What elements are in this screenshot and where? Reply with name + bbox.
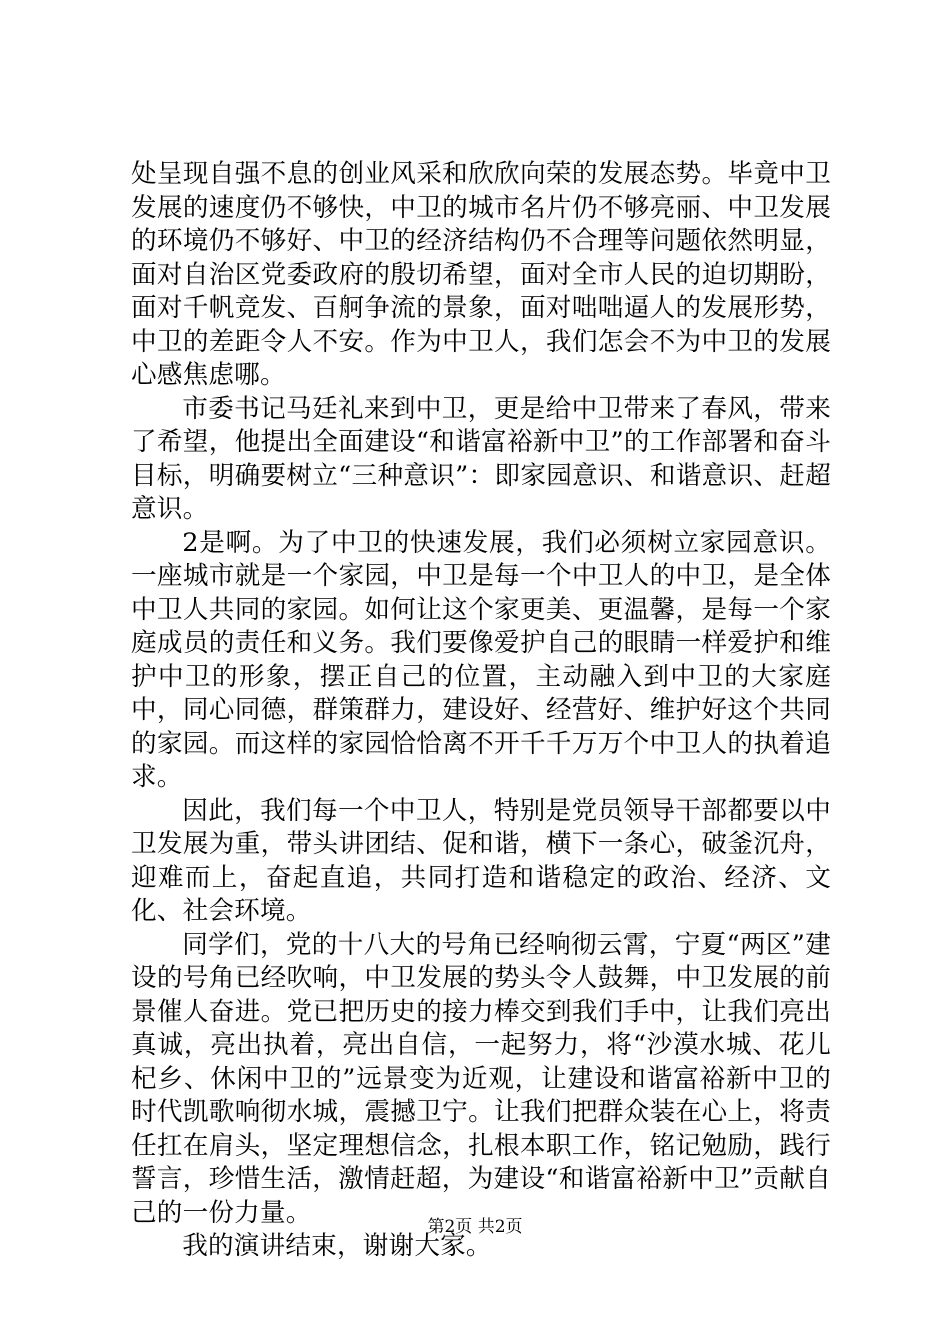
page-footer: 第2页 共2页 [427, 1217, 523, 1237]
paragraph-1: 处呈现自强不息的创业风采和欣欣向荣的发展态势。毕竟中卫发展的速度仍不够快，中卫的城市名片仍不够亮丽、中卫发展的环境仍不够好、中卫的经济结构仍不合理等问题依然明显，面对自治区党委政府的殷切希望，面对全市人民的迫切期盼，面对千帆竞发、百舸争流的景象，面对咄咄逼人的发展形势，中卫的差距令人不安。作为中卫人，我们怎会不为中卫的发展心感焦虑哪。 [131, 159, 831, 390]
paragraph-2: 市委书记马廷礼来到中卫，更是给中卫带来了春风，带来了希望，他提出全面建设“和谐富裕新中卫”的工作部署和奋斗目标，明确要树立“三种意识”：即家园意识、和谐意识、赶超意识。 [131, 393, 831, 524]
paragraph-6: 我的演讲结束，谢谢大家。 [182, 1231, 492, 1261]
paragraph-4: 因此，我们每一个中卫人，特别是党员领导干部都要以中卫发展为重，带头讲团结、促和谐，横下一条心，破釜沉舟，迎难而上，奋起直追，共同打造和谐稳定的政治、经济、文化、社会环境。 [131, 795, 831, 926]
paragraph-5: 同学们，党的十八大的号角已经响彻云霄，宁夏“两区”建设的号角已经吹响，中卫发展的势头令人鼓舞，中卫发展的前景催人奋进。党已把历史的接力棒交到我们手中，让我们亮出真诚，亮出执着，亮出自信，一起努力，将“沙漠水城、花儿杞乡、休闲中卫的”远景变为近观，让建设和谐富裕新中卫的时代凯歌响彻水城，震撼卫宁。让我们把群众装在心上，将责任扛在肩头，坚定理想信念，扎根本职工作，铭记勉励，践行誓言，珍惜生活，激情赶超，为建设“和谐富裕新中卫”贡献自己的一份力量。 [131, 929, 831, 1228]
paragraph-3: 2是啊。为了中卫的快速发展，我们必须树立家园意识。一座城市就是一个家园，中卫是每一个中卫人的中卫，是全体中卫人共同的家园。如何让这个家更美、更温馨，是每一个家庭成员的责任和义务。我们要像爱护自己的眼睛一样爱护和维护中卫的形象，摆正自己的位置，主动融入到中卫的大家庭中，同心同德，群策群力，建设好、经营好、维护好这个共同的家园。而这样的家园恰恰离不开千千万万个中卫人的执着追求。 [131, 527, 831, 792]
document-body [131, 158, 831, 1264]
